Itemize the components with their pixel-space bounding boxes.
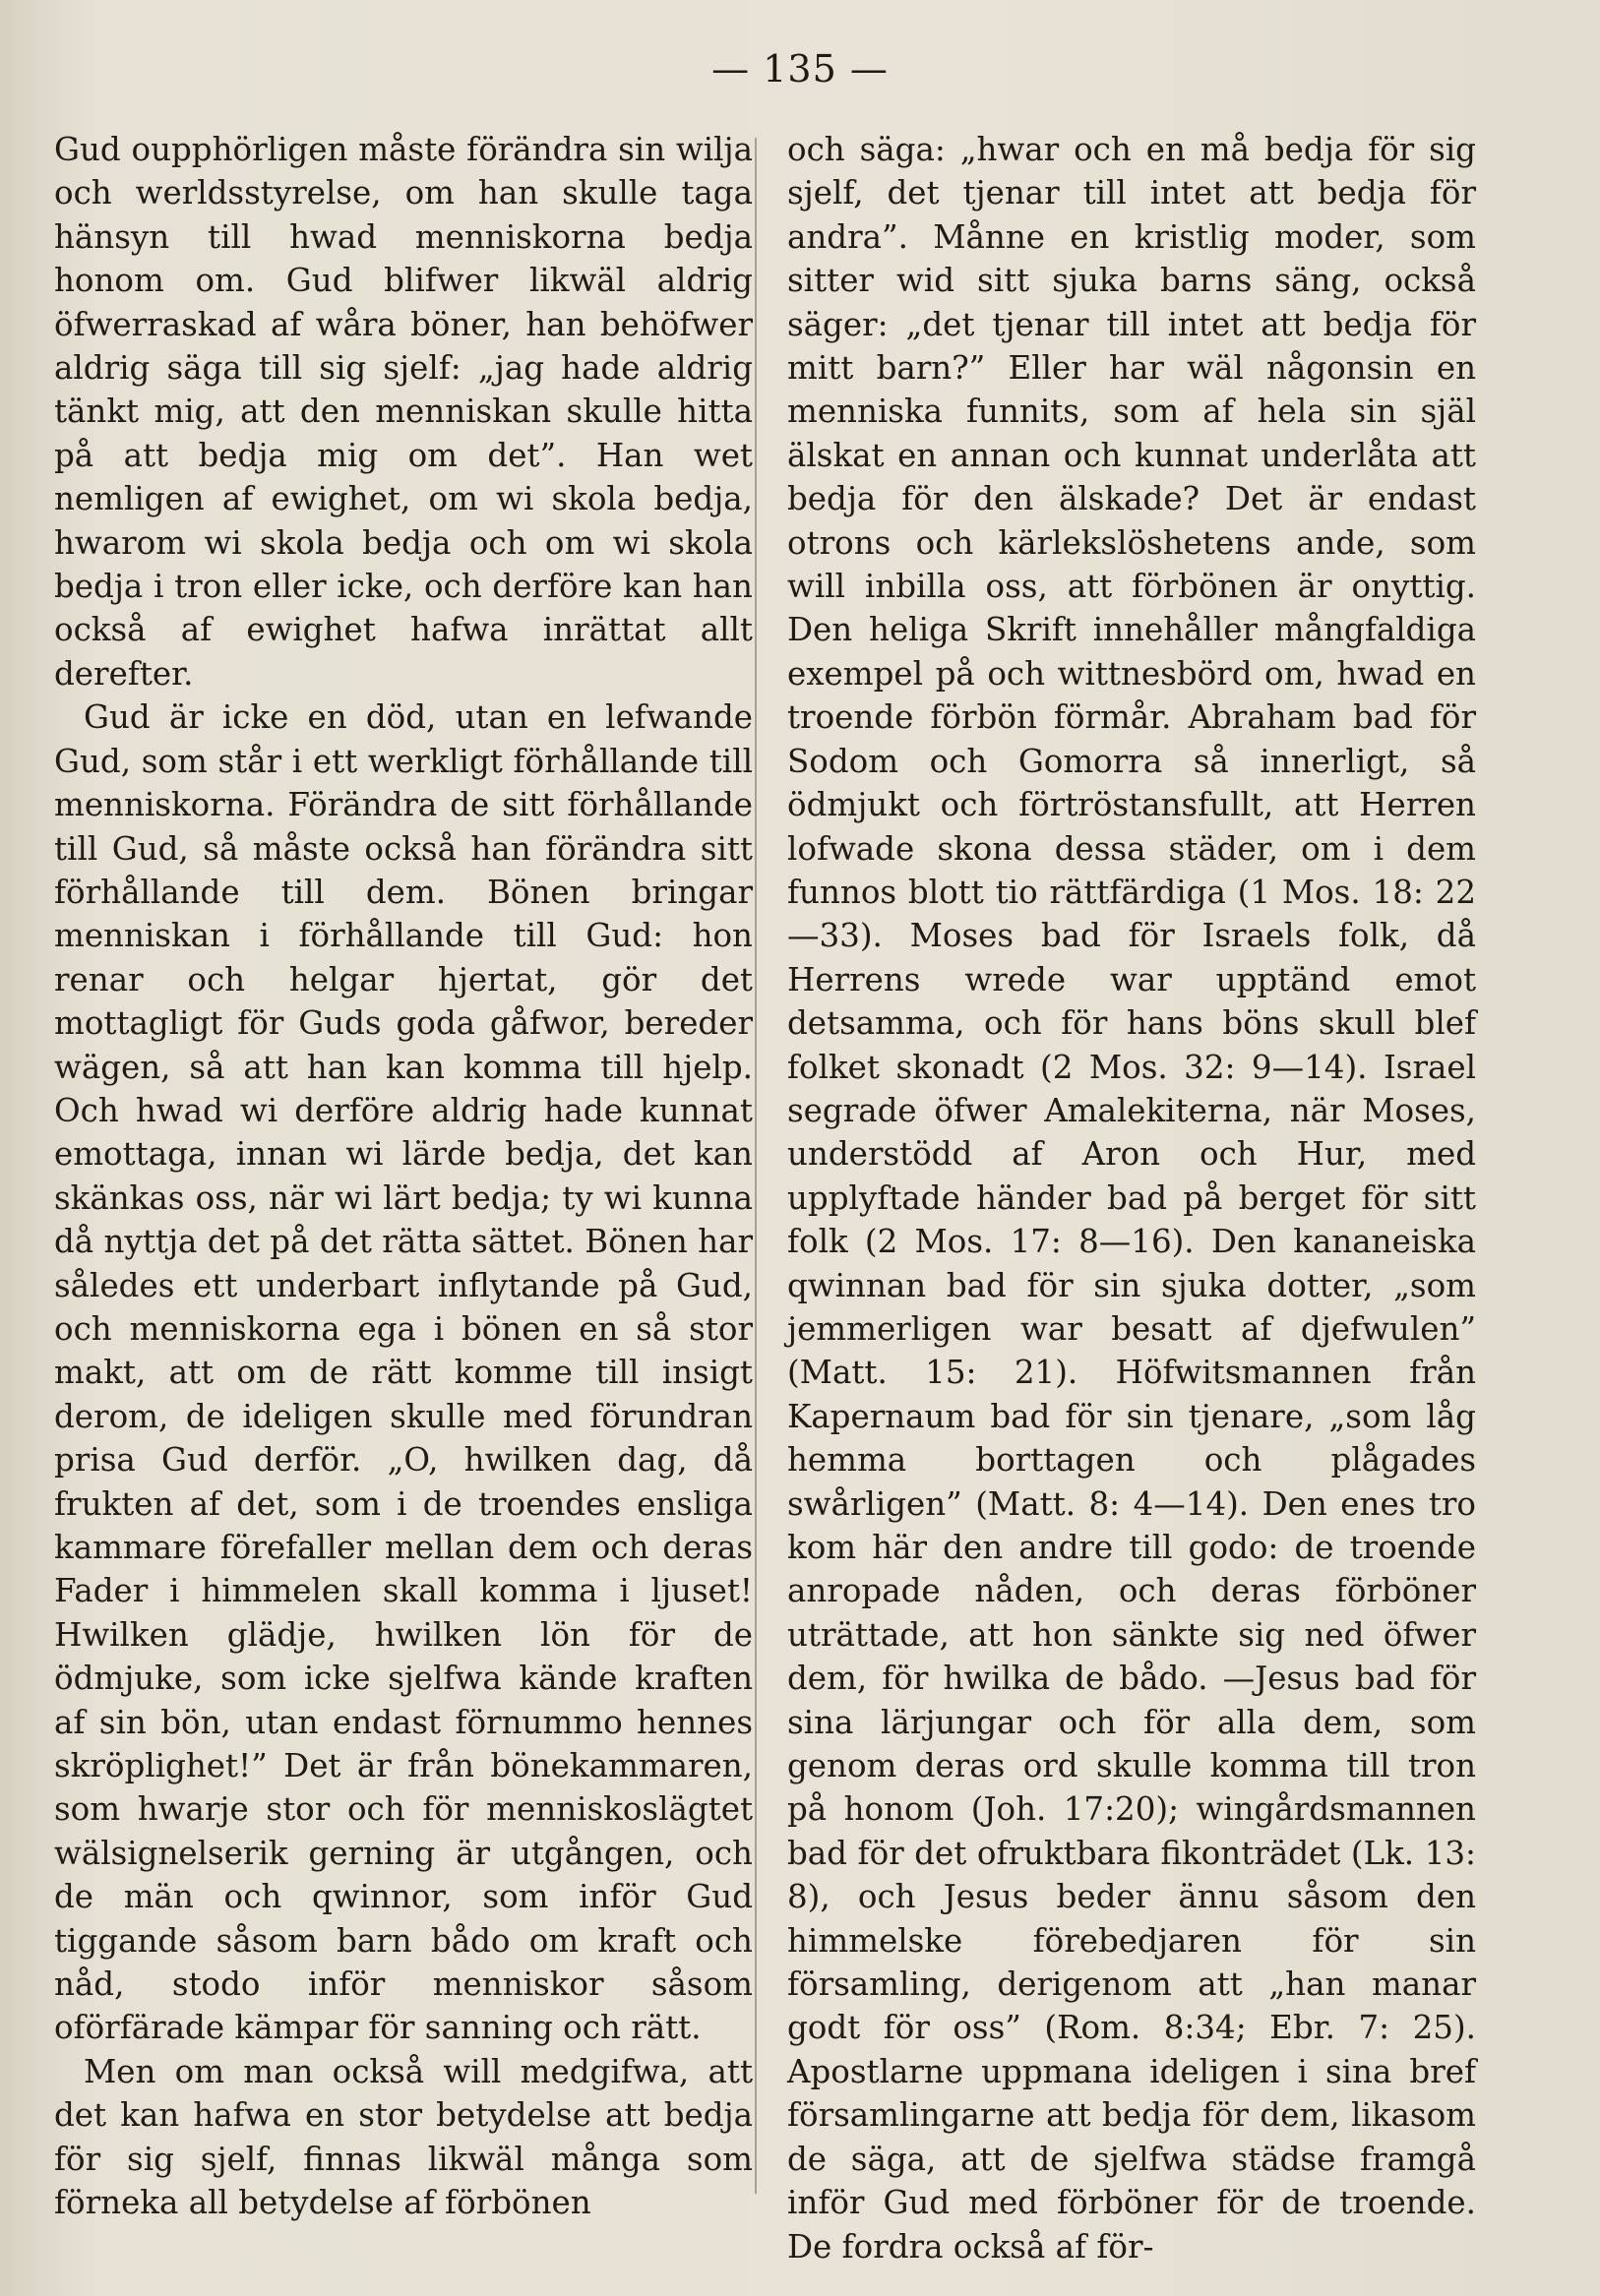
- paragraph: Men om man också will medgifwa, att det kan hafwa en stor betydelse att bedja för sig sjelf, finnas likwäl många som förneka all betydelse af förbönen: [54, 2052, 753, 2222]
- paragraph: Gud oupphörligen måste förändra sin wilja och werldsstyrelse, om han skulle taga hänsyn till hwad menniskorna bedja honom om. Gud blifwer likwäl aldrig öfwerraskad af wåra böner, han behöfwer aldrig säga till sig sjelf: „jag hade aldrig tänkt mig, att den menniskan skulle hitta på att bedja mig om det”. Han wet nemligen af ewighet, om wi skola bedja, hwarom wi skola bedja och om wi skola bedja i tron eller icke, och derföre kan han också af ewighet hafwa inrättat allt derefter.: [54, 131, 753, 693]
- column-divider: [755, 138, 757, 2194]
- left-column: [54, 128, 753, 2222]
- page-number: — 135 —: [711, 47, 889, 91]
- paragraph: och säga: „hwar och en må bedja för sig sjelf, det tjenar till intet att bedja för andra”. Månne en kristlig moder, som sitter wid sitt sjuka barns säng, också säger: „det tjenar till intet att bedja för mitt barn?” Eller har wäl någonsin en menniska funnits, som af hela sin själ älskat en annan och kunnat underlåta att bedja för den älskade? Det är endast otrons och kärlekslöshetens ande, som will inbilla oss, att förbönen är onyttig. Den heliga Skrift innehåller mångfaldiga exempel på och wittnesbörd om, hwad en troende förbön förmår. Abraham bad för Sodom och Gomorra så innerligt, så ödmjukt och förtröstansfullt, att Herren lofwade skona dessa städer, om i dem funnos blott tio rättfärdiga (1 Mos. 18: 22—33). Moses bad för Israels folk, då Herrens wrede war upptänd emot detsamma, och för hans böns skull blef folket skonadt (2 Mos. 32: 9—14). Israel segrade öfwer Amalekiterna, när Moses, understödd af Aron och Hur, med upplyftade händer bad på berget för sitt folk (2 Mos. 17: 8—16). Den kananeiska qwinnan bad för sin sjuka dotter, „som jemmerligen war besatt af djefwulen” (Matt. 15: 21). Höfwitsmannen från Kapernaum bad för sin tjenare, „som låg hemma borttagen och plågades swårligen” (Matt. 8: 4—14). Den enes tro kom här den andre till godo: de troende anropade nåden, och deras förböner uträttade, att hon sänkte sig ned öfwer dem, för hwilka de bådo. —Jesus bad för sina lärjungar och för alla dem, som genom deras ord skulle komma till tron på honom (Joh. 17:20); wingårdsmannen bad för det ofruktbara fikonträdet (Lk. 13: 8), och Jesus beder ännu såsom den himmelske förebedjaren för sin församling, derigenom att „han manar godt för oss” (Rom. 8:34; Ebr. 7: 25). Apostlarne uppmana ideligen i sina bref församlingarne att bedja för dem, likasom de säga, att de sjelfwa städse framgå inför Gud med förböner för de troende. De fordra också af för-: [787, 131, 1476, 2266]
- paragraph: Gud är icke en död, utan en lefwande Gud, som står i ett werkligt förhållande till menniskorna. Förändra de sitt förhållande till Gud, så måste också han förändra sitt förhållande till dem. Bönen bringar menniskan i förhållande till Gud: hon renar och helgar hjertat, gör det mottagligt för Guds goda gåfwor, bereder wägen, så att han kan komma till hjelp. Och hwad wi derföre aldrig hade kunnat emottaga, innan wi lärde bedja, det kan skänkas oss, när wi lärt bedja; ty wi kunna då nyttja det på det rätta sättet. Bönen har således ett underbart inflytande på Gud, och menniskorna ega i bönen en så stor makt, att om de rätt komme till insigt derom, de ideligen skulle med förundran prisa Gud derför. „O, hwilken dag, då frukten af det, som i de troendes ensliga kammare förefaller mellan dem och deras Fader i himmelen skall komma i ljuset! Hwilken glädje, hwilken lön för de ödmjuke, som icke sjelfwa kände kraften af sin bön, utan endast förnummo hennes skröplighet!” Det är från bönekammaren, som hwarje stor och för menniskoslägtet wälsignelserik gerning är utgången, och de män och qwinnor, som inför Gud tiggande såsom barn bådo om kraft och nåd, stodo inför menniskor såsom oförfärade kämpar för sanning och rätt.: [54, 698, 753, 2047]
- right-column: [787, 128, 1476, 2266]
